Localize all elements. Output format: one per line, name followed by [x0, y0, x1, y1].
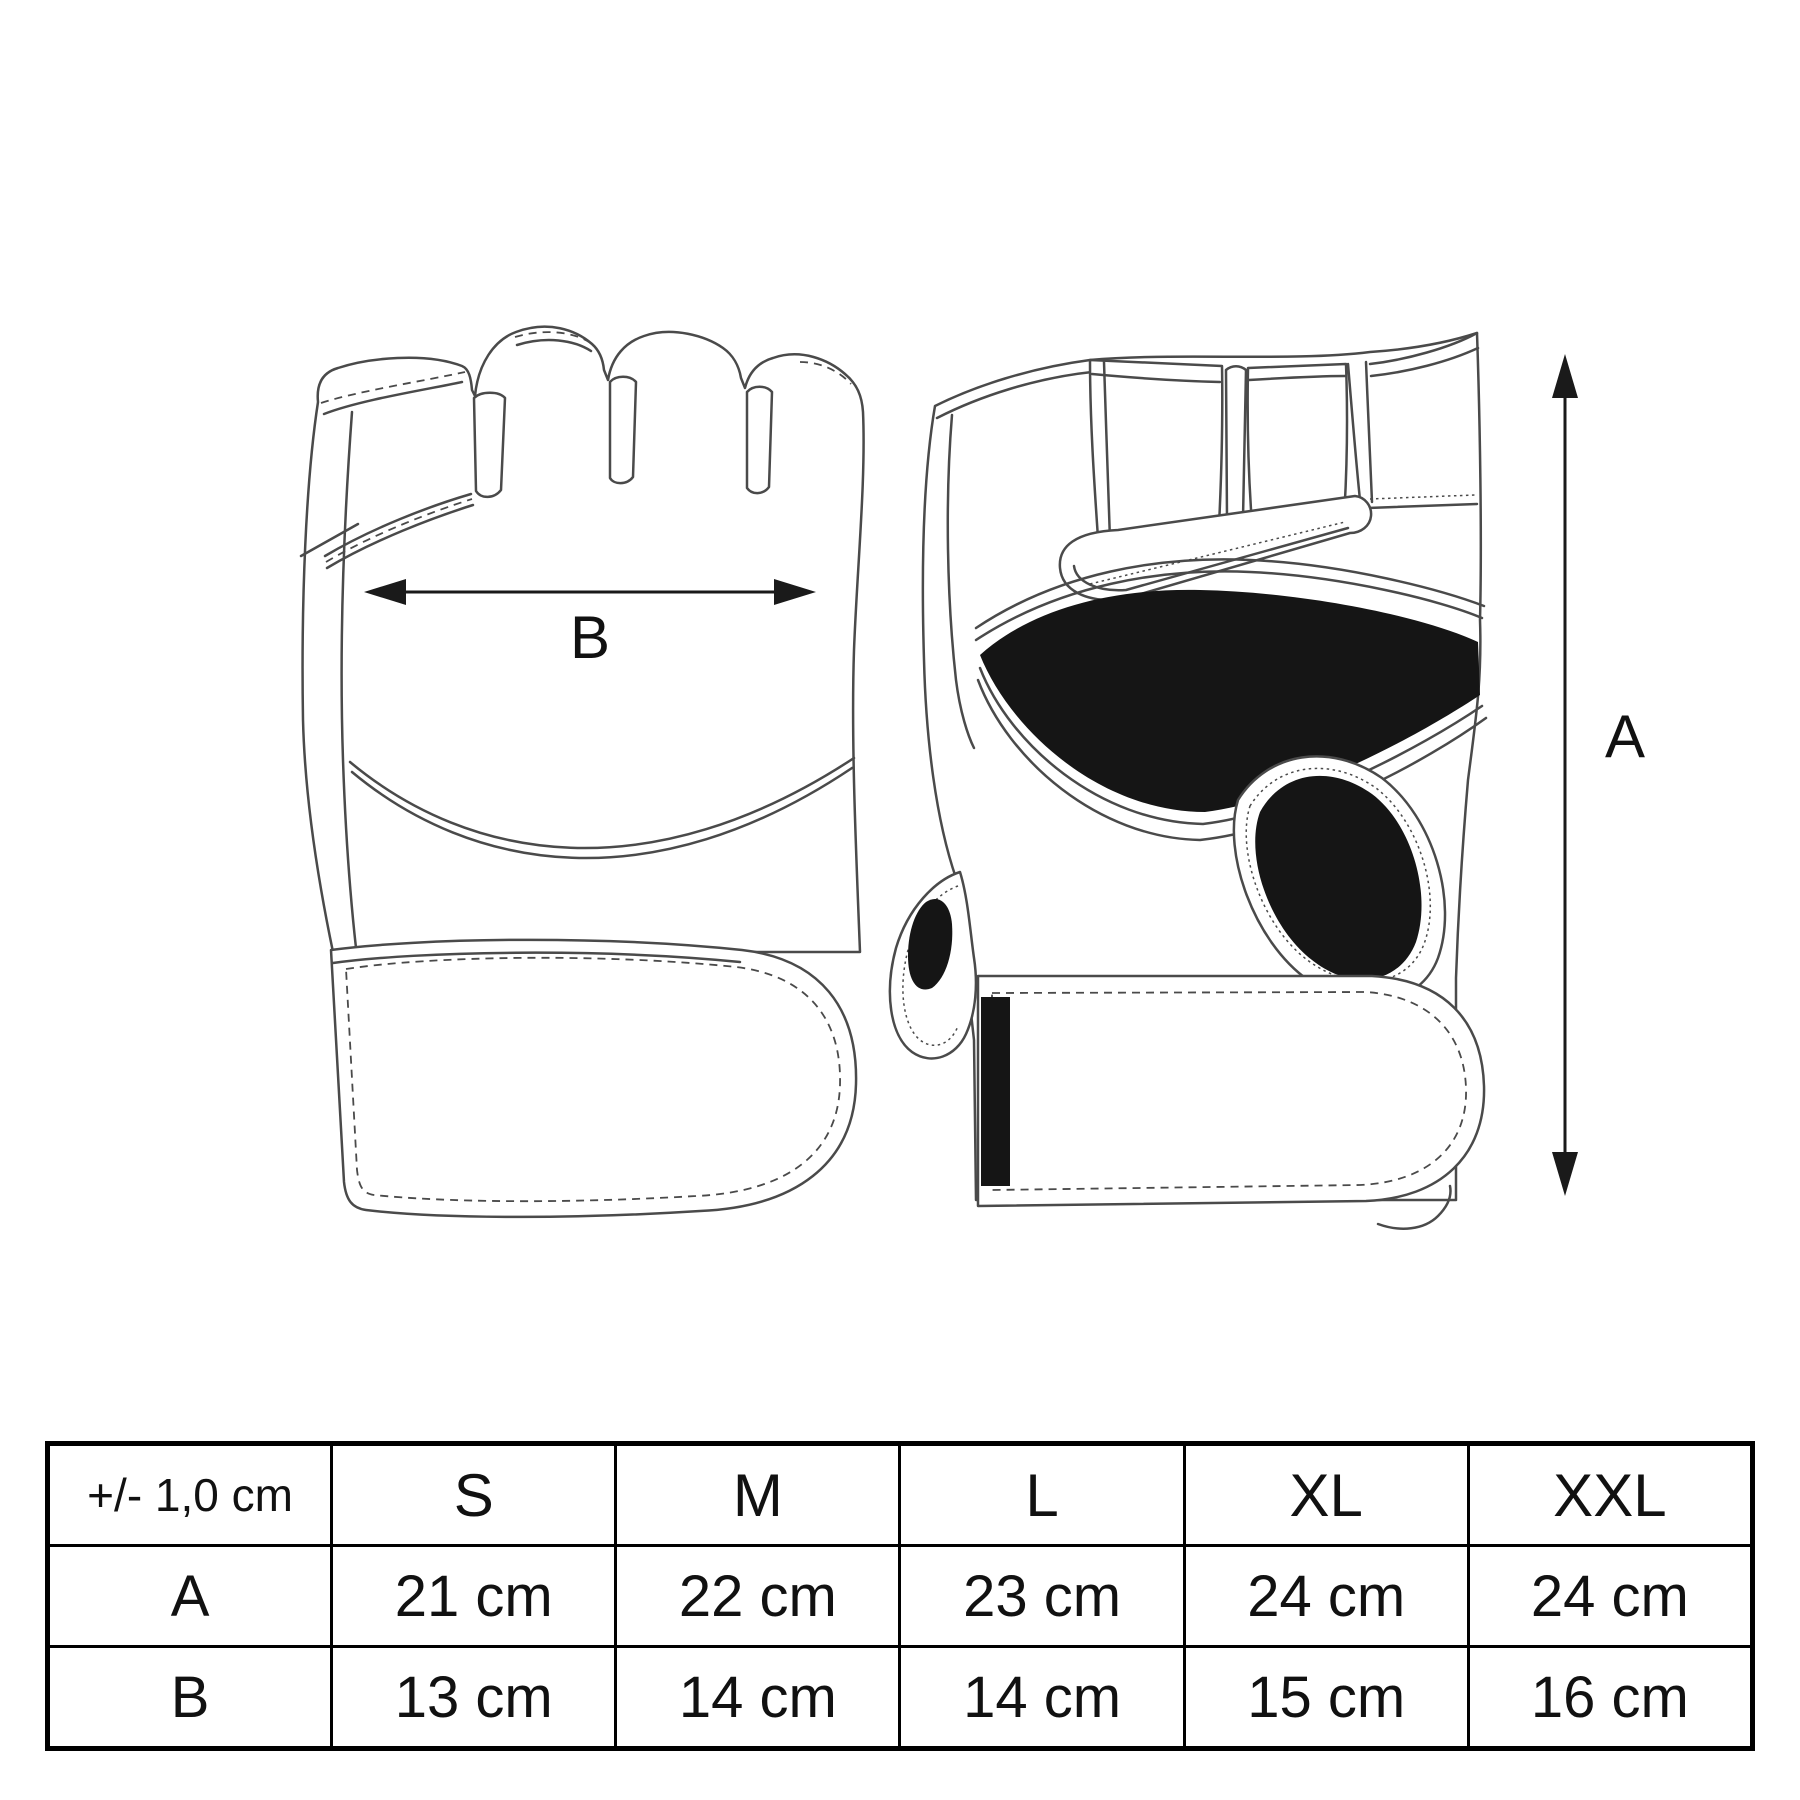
- size-table: [45, 1441, 1755, 1751]
- size-header-l: L: [900, 1444, 1184, 1546]
- value-b-s: 13 cm: [332, 1647, 616, 1749]
- height-dimension-label: A: [1604, 703, 1646, 770]
- value-a-m: 22 cm: [616, 1546, 900, 1647]
- value-a-xl: 24 cm: [1184, 1546, 1468, 1647]
- value-a-xxl: 24 cm: [1468, 1546, 1752, 1647]
- value-b-xxl: 16 cm: [1468, 1647, 1752, 1749]
- value-b-xl: 15 cm: [1184, 1647, 1468, 1749]
- value-b-l: 14 cm: [900, 1647, 1184, 1749]
- size-header-m: M: [616, 1444, 900, 1546]
- row-label-a: A: [48, 1546, 332, 1647]
- table-row-b: [48, 1647, 1753, 1749]
- width-dimension-label: B: [569, 604, 611, 671]
- value-a-s: 21 cm: [332, 1546, 616, 1647]
- size-header-xxl: XXL: [1468, 1444, 1752, 1546]
- size-header-xl: XL: [1184, 1444, 1468, 1546]
- glove-back-view-drawing: [301, 327, 864, 1217]
- size-header-s: S: [332, 1444, 616, 1546]
- glove-palm-view-drawing: [890, 333, 1486, 1229]
- value-b-m: 14 cm: [616, 1647, 900, 1749]
- row-label-b: B: [48, 1647, 332, 1749]
- table-row-a: [48, 1546, 1753, 1647]
- value-a-l: 23 cm: [900, 1546, 1184, 1647]
- tolerance-cell: +/- 1,0 cm: [48, 1444, 332, 1546]
- height-arrow: [1552, 354, 1578, 1196]
- size-table-header-row: [48, 1444, 1753, 1546]
